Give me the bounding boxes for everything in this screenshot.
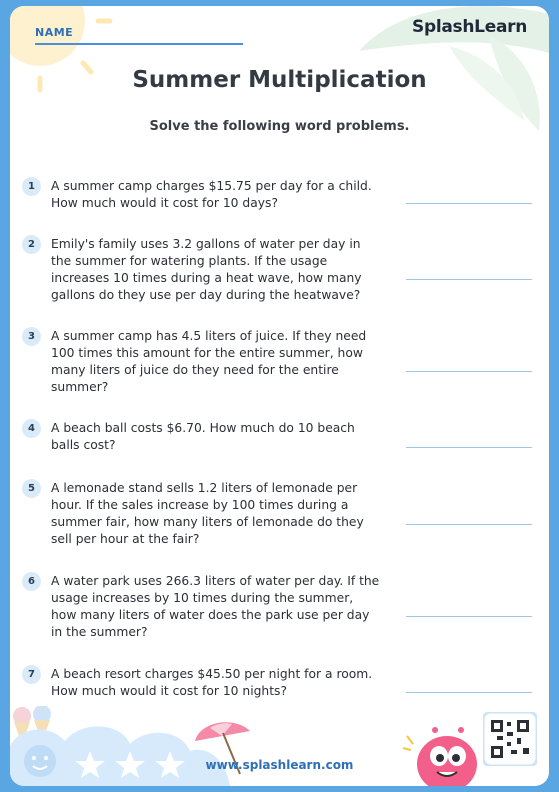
question-text: A summer camp charges $15.75 per day for a child. How much would it cost for 10 days?	[51, 179, 372, 210]
question-number: 4	[22, 419, 41, 438]
question-text: A water park uses 266.3 liters of water per day. If the usage increases by 10 times during the summer, how many liters of water does the park use per day in the summer?	[51, 574, 380, 639]
footer-website-link[interactable]: www.splashlearn.com	[205, 758, 354, 772]
answer-line[interactable]	[406, 279, 532, 280]
answer-line[interactable]	[406, 447, 532, 448]
qr-code-icon	[483, 712, 537, 766]
question-text: A lemonade stand sells 1.2 liters of lemonade per hour. If the sales increase by 100 times during a summer fair, how many liters of lemonade do they sell per hour at the fair?	[51, 481, 364, 546]
answer-line[interactable]	[406, 616, 532, 617]
page-title: Summer Multiplication	[132, 67, 427, 93]
worksheet-page	[10, 6, 549, 786]
question-text: Emily's family uses 3.2 gallons of water per day in the summer for watering plants. If the usage increases 10 times during a heat wave, how many gallons do they use per day during the heatwave?	[51, 237, 362, 302]
name-input-line[interactable]	[35, 43, 243, 45]
question-number: 2	[22, 235, 41, 254]
answer-line[interactable]	[406, 692, 532, 693]
answer-line[interactable]	[406, 371, 532, 372]
answer-line[interactable]	[406, 524, 532, 525]
question-number: 5	[22, 479, 41, 498]
question-number: 6	[22, 572, 41, 591]
question-number: 1	[22, 177, 41, 196]
question-number: 3	[22, 327, 41, 346]
instructions: Solve the following word problems.	[149, 119, 410, 134]
question-text: A beach ball costs $6.70. How much do 10 beach balls cost?	[51, 421, 355, 452]
question-text: A summer camp has 4.5 liters of juice. If they need 100 times this amount for the entire summer, how many liters of juice do they need for the entire summer?	[51, 329, 367, 394]
question-text: A beach resort charges $45.50 per night for a room. How much would it cost for 10 nights?	[51, 667, 373, 698]
name-label: NAME	[35, 26, 74, 39]
splashlearn-logo: SplashLearn	[412, 17, 527, 37]
mascot-character-icon	[399, 716, 489, 786]
answer-line[interactable]	[406, 203, 532, 204]
question-number: 7	[22, 665, 41, 684]
